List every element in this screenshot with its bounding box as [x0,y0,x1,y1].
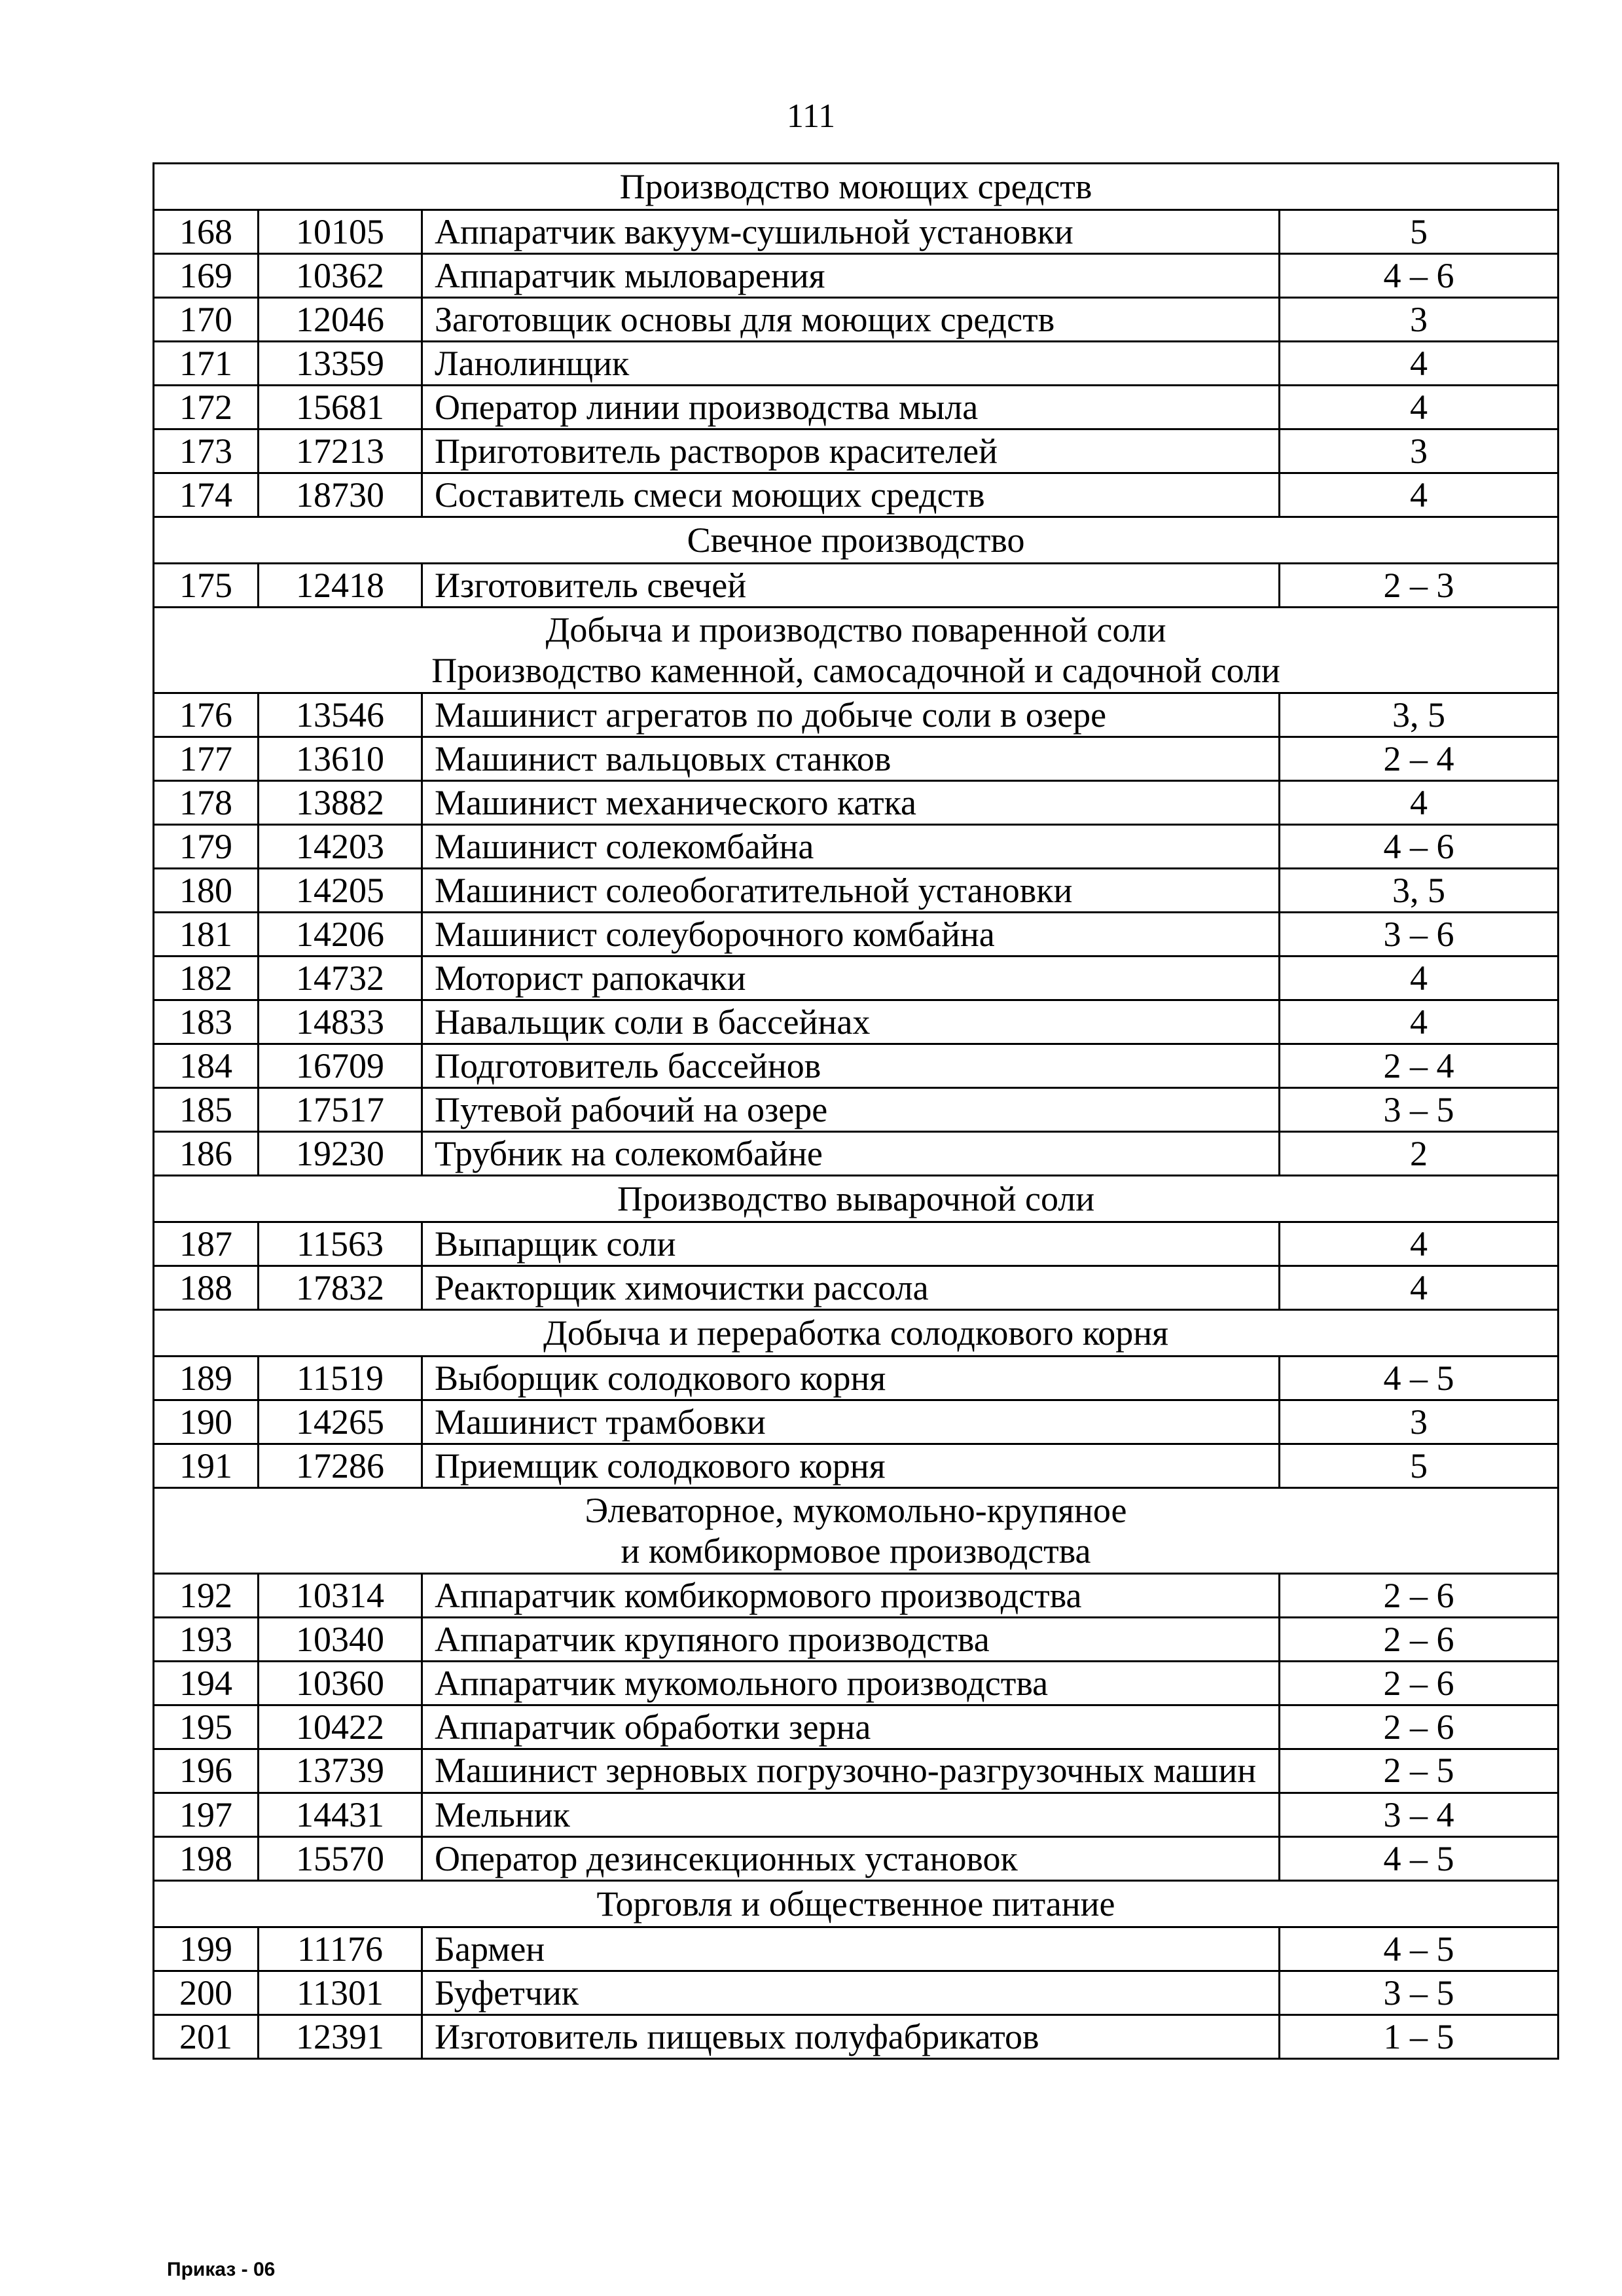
grade-range: 1 – 5 [1280,2015,1559,2059]
profession-name: Приготовитель растворов красителей [422,429,1280,473]
profession-code: 14203 [259,825,422,869]
row-number: 171 [154,342,259,386]
table-row [154,693,1559,737]
profession-name: Аппаратчик комбикормового производства [422,1574,1280,1618]
table-row [154,1749,1559,1793]
section-title [154,1176,1559,1222]
row-number: 172 [154,386,259,429]
section-title-line: Добыча и производство поваренной соли [545,610,1166,649]
profession-code: 11519 [259,1357,422,1400]
profession-name: Путевой рабочий на озере [422,1088,1280,1132]
row-number: 186 [154,1132,259,1176]
row-number: 176 [154,693,259,737]
profession-name: Машинист зерновых погрузочно-разгрузочных машин [422,1749,1280,1793]
grade-range: 3 [1280,298,1559,342]
grade-range: 4 – 5 [1280,1837,1559,1881]
row-number: 201 [154,2015,259,2059]
profession-code: 12046 [259,298,422,342]
profession-name: Аппаратчик обработки зерна [422,1705,1280,1749]
section-title-line: Свечное производство [687,520,1025,560]
profession-name: Мельник [422,1793,1280,1837]
table-row [154,429,1559,473]
profession-name: Трубник на солекомбайне [422,1132,1280,1176]
profession-code: 17213 [259,429,422,473]
grade-range: 5 [1280,1444,1559,1488]
table-row [154,737,1559,781]
table-row [154,342,1559,386]
profession-code: 11563 [259,1222,422,1266]
row-number: 179 [154,825,259,869]
grade-range: 4 [1280,957,1559,1000]
profession-name: Машинист агрегатов по добыче соли в озере [422,693,1280,737]
profession-code: 17832 [259,1266,422,1310]
profession-name: Машинист вальцовых станков [422,737,1280,781]
grade-range: 2 – 6 [1280,1574,1559,1618]
profession-code: 12391 [259,2015,422,2059]
grade-range: 2 – 6 [1280,1705,1559,1749]
profession-name: Заготовщик основы для моющих средств [422,298,1280,342]
grade-range: 3 – 6 [1280,913,1559,957]
section-header-row [154,1488,1559,1574]
profession-name: Составитель смеси моющих средств [422,473,1280,517]
grade-range: 5 [1280,210,1559,254]
section-title-line: и комбикормовое производства [621,1531,1091,1571]
grade-range: 3, 5 [1280,869,1559,913]
grade-range: 4 [1280,1266,1559,1310]
row-number: 199 [154,1927,259,1971]
professions-table [153,162,1559,2060]
grade-range: 2 – 4 [1280,737,1559,781]
section-title-line: Элеваторное, мукомольно-крупяное [585,1491,1127,1530]
grade-range: 2 [1280,1132,1559,1176]
profession-name: Навальщик соли в бассейнах [422,1000,1280,1044]
profession-code: 14206 [259,913,422,957]
grade-range: 3 – 5 [1280,1088,1559,1132]
grade-range: 3 – 4 [1280,1793,1559,1837]
profession-code: 10360 [259,1662,422,1705]
table-row [154,1400,1559,1444]
profession-code: 12418 [259,564,422,608]
grade-range: 4 – 6 [1280,825,1559,869]
grade-range: 4 – 6 [1280,254,1559,298]
profession-name: Подготовитель бассейнов [422,1044,1280,1088]
grade-range: 2 – 6 [1280,1618,1559,1662]
grade-range: 2 – 6 [1280,1662,1559,1705]
row-number: 188 [154,1266,259,1310]
profession-code: 14732 [259,957,422,1000]
professions-table-body [154,164,1559,2059]
table-row [154,473,1559,517]
table-row [154,1266,1559,1310]
table-row [154,1705,1559,1749]
grade-range: 4 – 5 [1280,1357,1559,1400]
section-header-row [154,1176,1559,1222]
row-number: 170 [154,298,259,342]
page-number: 111 [786,98,836,135]
table-row [154,913,1559,957]
grade-range: 3 [1280,1400,1559,1444]
table-row [154,781,1559,825]
profession-name: Моторист рапокачки [422,957,1280,1000]
row-number: 173 [154,429,259,473]
profession-code: 14833 [259,1000,422,1044]
row-number: 194 [154,1662,259,1705]
row-number: 175 [154,564,259,608]
profession-name: Машинист солеуборочного комбайна [422,913,1280,957]
row-number: 182 [154,957,259,1000]
table-row [154,1927,1559,1971]
table-row [154,386,1559,429]
section-header-row [154,608,1559,693]
profession-code: 13546 [259,693,422,737]
profession-code: 13882 [259,781,422,825]
profession-name: Буфетчик [422,1971,1280,2015]
profession-name: Машинист механического катка [422,781,1280,825]
profession-code: 16709 [259,1044,422,1088]
section-title [154,517,1559,564]
row-number: 169 [154,254,259,298]
row-number: 189 [154,1357,259,1400]
row-number: 177 [154,737,259,781]
profession-name: Выпарщик соли [422,1222,1280,1266]
profession-code: 19230 [259,1132,422,1176]
grade-range: 2 – 3 [1280,564,1559,608]
row-number: 183 [154,1000,259,1044]
section-title-line: Добыча и переработка солодкового корня [543,1313,1168,1353]
row-number: 180 [154,869,259,913]
grade-range: 3 – 5 [1280,1971,1559,2015]
section-title-line: Производство выварочной соли [617,1179,1095,1218]
section-title [154,164,1559,210]
table-row [154,1618,1559,1662]
row-number: 178 [154,781,259,825]
row-number: 197 [154,1793,259,1837]
grade-range: 3, 5 [1280,693,1559,737]
profession-code: 14431 [259,1793,422,1837]
profession-name: Машинист солекомбайна [422,825,1280,869]
table-row [154,1132,1559,1176]
table-row [154,869,1559,913]
profession-code: 10422 [259,1705,422,1749]
profession-name: Машинист трамбовки [422,1400,1280,1444]
profession-name: Изготовитель свечей [422,564,1280,608]
table-row [154,1837,1559,1881]
table-row [154,1971,1559,2015]
row-number: 196 [154,1749,259,1793]
profession-name: Ланолинщик [422,342,1280,386]
table-row [154,1000,1559,1044]
section-title-line: Производство каменной, самосадочной и садочной соли [431,651,1280,690]
grade-range: 4 [1280,1222,1559,1266]
profession-name: Изготовитель пищевых полуфабрикатов [422,2015,1280,2059]
table-row [154,210,1559,254]
row-number: 181 [154,913,259,957]
profession-code: 17286 [259,1444,422,1488]
profession-code: 15681 [259,386,422,429]
table-row [154,825,1559,869]
profession-name: Аппаратчик мукомольного производства [422,1662,1280,1705]
table-row [154,564,1559,608]
row-number: 184 [154,1044,259,1088]
section-title-line: Производство моющих средств [619,167,1092,206]
table-row [154,254,1559,298]
table-row [154,2015,1559,2059]
section-header-row [154,164,1559,210]
table-row [154,1662,1559,1705]
profession-name: Машинист солеобогатительной установки [422,869,1280,913]
row-number: 168 [154,210,259,254]
profession-code: 15570 [259,1837,422,1881]
table-row [154,957,1559,1000]
section-header-row [154,517,1559,564]
profession-name: Реакторщик химочистки рассола [422,1266,1280,1310]
profession-name: Оператор дезинсекционных установок [422,1837,1280,1881]
row-number: 200 [154,1971,259,2015]
grade-range: 4 [1280,386,1559,429]
profession-code: 13359 [259,342,422,386]
profession-code: 10314 [259,1574,422,1618]
section-title [154,1310,1559,1357]
profession-code: 10105 [259,210,422,254]
grade-range: 2 – 4 [1280,1044,1559,1088]
row-number: 195 [154,1705,259,1749]
row-number: 193 [154,1618,259,1662]
grade-range: 4 – 5 [1280,1927,1559,1971]
profession-code: 13739 [259,1749,422,1793]
profession-name: Выборщик солодкового корня [422,1357,1280,1400]
profession-code: 14205 [259,869,422,913]
profession-name: Приемщик солодкового корня [422,1444,1280,1488]
table-row [154,1574,1559,1618]
row-number: 192 [154,1574,259,1618]
profession-code: 11301 [259,1971,422,2015]
row-number: 198 [154,1837,259,1881]
profession-code: 17517 [259,1088,422,1132]
section-header-row [154,1310,1559,1357]
row-number: 191 [154,1444,259,1488]
table-row [154,1793,1559,1837]
profession-code: 14265 [259,1400,422,1444]
grade-range: 4 [1280,781,1559,825]
profession-name: Аппаратчик вакуум-сушильной установки [422,210,1280,254]
section-title [154,1488,1559,1574]
row-number: 187 [154,1222,259,1266]
profession-code: 10362 [259,254,422,298]
profession-name: Аппаратчик мыловарения [422,254,1280,298]
profession-code: 13610 [259,737,422,781]
table-row [154,298,1559,342]
profession-name: Оператор линии производства мыла [422,386,1280,429]
row-number: 174 [154,473,259,517]
section-header-row [154,1881,1559,1927]
profession-name: Бармен [422,1927,1280,1971]
grade-range: 4 [1280,473,1559,517]
table-row [154,1444,1559,1488]
section-title [154,608,1559,693]
profession-code: 18730 [259,473,422,517]
table-row [154,1357,1559,1400]
profession-name: Аппаратчик крупяного производства [422,1618,1280,1662]
row-number: 185 [154,1088,259,1132]
profession-code: 11176 [259,1927,422,1971]
grade-range: 4 [1280,342,1559,386]
section-title [154,1881,1559,1927]
row-number: 190 [154,1400,259,1444]
table-row [154,1222,1559,1266]
grade-range: 4 [1280,1000,1559,1044]
grade-range: 2 – 5 [1280,1749,1559,1793]
section-title-line: Торговля и общественное питание [596,1884,1115,1923]
profession-code: 10340 [259,1618,422,1662]
footer-order-label: Приказ - 06 [167,2259,276,2280]
grade-range: 3 [1280,429,1559,473]
table-row [154,1088,1559,1132]
table-row [154,1044,1559,1088]
